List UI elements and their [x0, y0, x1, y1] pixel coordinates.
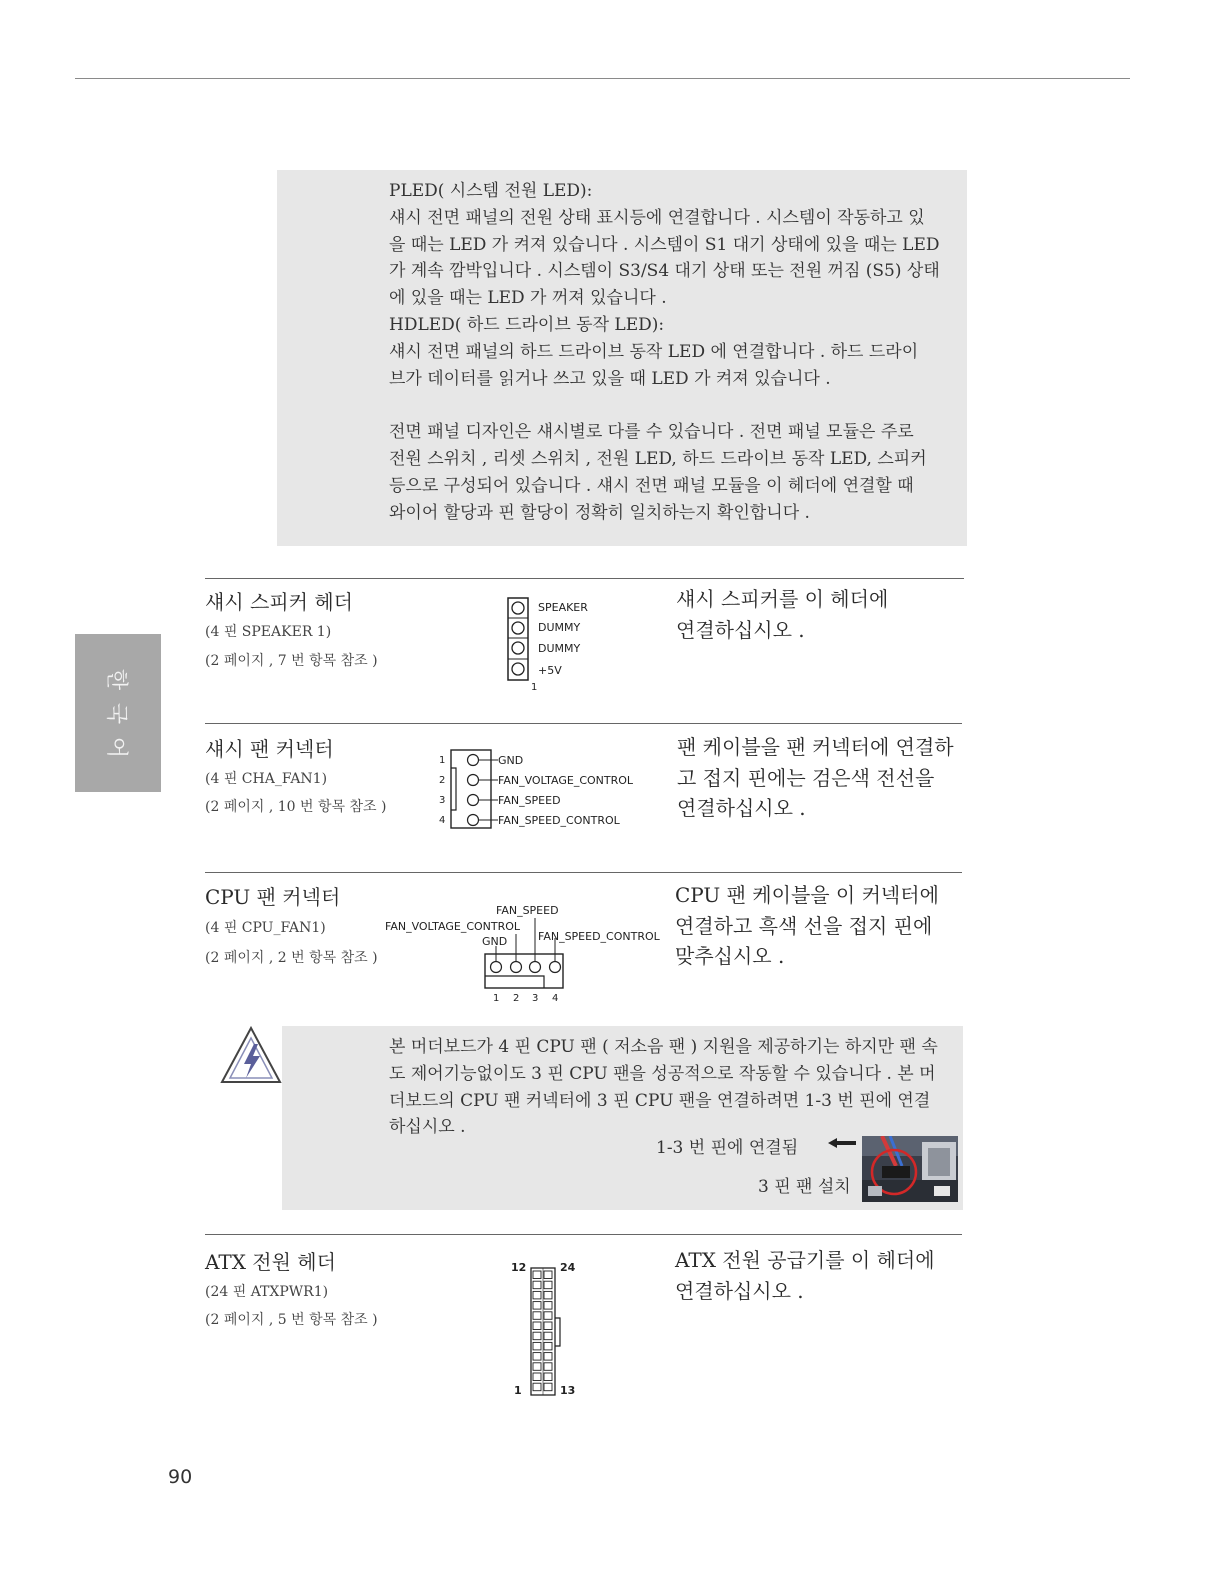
note-line: 가 계속 깜박입니다 . 시스템이 S3/S4 대기 상태 또는 전원 꺼짐 (S5) 상태	[389, 261, 940, 282]
atx-pin-cell	[533, 1271, 541, 1279]
atx-pin-12: 12	[511, 1261, 527, 1274]
atx-pin-1: 1	[514, 1384, 522, 1397]
speaker-pin-label: SPEAKER	[538, 601, 588, 614]
speaker-header-diagram	[505, 596, 531, 682]
side-tab-char: 한	[103, 668, 129, 691]
speaker-pin-one: 1	[531, 682, 538, 693]
atx-pin-cell	[544, 1312, 552, 1320]
atx-desc-line: ATX 전원 공급기를 이 헤더에	[675, 1248, 935, 1272]
atx-sub1: (24 핀 ATXPWR1)	[205, 1284, 329, 1300]
atx-pin-cell	[533, 1322, 541, 1330]
cpu-fan-label-gnd: GND	[482, 935, 508, 948]
atx-pin-cell	[533, 1312, 541, 1320]
atx-pin-cell	[544, 1302, 552, 1310]
warning-line: 도 제어기능없이도 3 핀 CPU 팬을 성공적으로 작동할 수 있습니다 . 본 머	[389, 1063, 936, 1084]
cpu-fan-desc-line: CPU 팬 케이블을 이 커넥터에	[675, 883, 939, 907]
cpu-fan-desc-line: 연결하고 흑색 선을 접지 핀에	[675, 913, 933, 938]
cpu-fan-label-voltage: FAN_VOLTAGE_CONTROL	[385, 920, 521, 933]
cha-fan-pin-number: 2	[439, 775, 446, 786]
top-rule	[75, 78, 1130, 79]
atx-pin-cell	[533, 1302, 541, 1310]
atx-description	[675, 1245, 935, 1306]
atx-pin-cell	[533, 1291, 541, 1299]
speaker-sub2: (2 페이지 , 7 번 항목 참조 )	[205, 653, 378, 669]
side-tab-char: 국	[103, 702, 129, 725]
warning-line: 하십시오 .	[389, 1117, 466, 1138]
install-fan-label: 3 핀 팬 설치	[758, 1177, 851, 1197]
cha-fan-description	[677, 732, 954, 824]
cha-fan-connector-diagram	[448, 748, 500, 830]
note-line: 섀시 전면 패널의 전원 상태 표시등에 연결합니다 . 시스템이 작동하고 있	[389, 207, 925, 228]
note-line: 에 있을 때는 LED 가 꺼져 있습니다 .	[389, 288, 667, 309]
warning-text	[389, 1034, 964, 1141]
atx-pin-cell	[533, 1373, 541, 1381]
warning-line: 본 머더보드가 4 핀 CPU 팬 ( 저소음 팬 ) 지원을 제공하기는 하지만 팬 속	[389, 1037, 938, 1057]
cpu-fan-title: CPU 팬 커넥터	[205, 885, 341, 909]
atx-title: ATX 전원 헤더	[205, 1250, 336, 1274]
atx-pin-cell	[544, 1353, 552, 1361]
atx-pin-cell	[533, 1363, 541, 1371]
atx-pin-cell	[544, 1271, 552, 1279]
cpu-fan-connector-diagram	[482, 914, 566, 992]
note-line: 브가 데이터를 읽거나 쓰고 있을 때 LED 가 켜져 있습니다 .	[389, 368, 831, 389]
speaker-desc-line: 섀시 스피커를 이 헤더에	[676, 587, 889, 611]
cpu-fan-pin-number: 3	[532, 993, 539, 1004]
atx-pin-cell	[533, 1383, 541, 1391]
warning-line: 더보드의 CPU 팬 커넥터에 3 핀 CPU 팬을 연결하려면 1-3 번 핀에 연결	[389, 1090, 931, 1111]
cpu-fan-pin-number: 4	[552, 993, 559, 1004]
atx-pin-cell	[544, 1383, 552, 1391]
cha-fan-sub1: (4 핀 CHA_FAN1)	[205, 771, 328, 787]
language-side-tab	[75, 634, 161, 792]
arrow-left-icon	[828, 1136, 858, 1150]
note-line: HDLED( 하드 드라이브 동작 LED):	[389, 314, 665, 335]
speaker-pin-label: DUMMY	[538, 621, 581, 634]
speaker-description	[676, 584, 888, 645]
cha-fan-title: 섀시 팬 커넥터	[205, 737, 334, 761]
atx-pin-cell	[544, 1291, 552, 1299]
cha-fan-pin-label: GND	[498, 754, 524, 767]
atx-pin-cell	[544, 1363, 552, 1371]
fan-install-photo	[862, 1136, 958, 1202]
atx-pin-cell	[533, 1342, 541, 1350]
speaker-title: 섀시 스피커 헤더	[205, 590, 353, 614]
cpu-fan-label-speed: FAN_SPEED	[496, 904, 559, 917]
cha-fan-pin-number: 1	[439, 755, 446, 766]
cha-fan-pin-label: FAN_SPEED	[498, 794, 561, 807]
cpu-fan-description	[675, 880, 939, 972]
speaker-sub1: (4 핀 SPEAKER 1)	[205, 624, 332, 640]
atx-pin-cell	[533, 1353, 541, 1361]
note-line: 등으로 구성되어 있습니다 . 섀시 전면 패널 모듈을 이 헤더에 연결할 때	[389, 475, 914, 496]
note-line: 와이어 할당과 핀 할당이 정확히 일치하는지 확인합니다 .	[389, 502, 810, 523]
atx-pin-cell	[544, 1373, 552, 1381]
atx-pin-24: 24	[560, 1261, 576, 1274]
section-rule	[205, 872, 962, 873]
note-text	[389, 178, 969, 527]
atx-pin-cell	[544, 1332, 552, 1340]
note-line: PLED( 시스템 전원 LED):	[389, 181, 593, 201]
atx-pin-cell	[533, 1332, 541, 1340]
atx-desc-line: 연결하십시오 .	[675, 1278, 804, 1303]
cpu-fan-sub1: (4 핀 CPU_FAN1)	[205, 920, 326, 936]
atx-power-connector-diagram	[529, 1266, 563, 1398]
cpu-fan-desc-line: 맞추십시오 .	[675, 944, 785, 968]
page-number: 90	[168, 1466, 193, 1488]
cpu-fan-sub2: (2 페이지 , 2 번 항목 참조 )	[205, 950, 378, 966]
connect-pins-label: 1-3 번 핀에 연결됨	[656, 1138, 799, 1158]
atx-pin-cell	[544, 1322, 552, 1330]
note-line: 전원 스위치 , 리셋 스위치 , 전원 LED, 하드 드라이브 동작 LED, 스피커	[389, 449, 927, 470]
section-rule	[205, 1234, 962, 1235]
section-rule	[205, 578, 964, 579]
section-rule	[205, 723, 962, 724]
cpu-fan-label-control: FAN_SPEED_CONTROL	[538, 930, 660, 943]
speaker-pin-label: +5V	[538, 664, 562, 677]
cha-fan-pin-label: FAN_SPEED_CONTROL	[498, 814, 620, 827]
note-line: 을 때는 LED 가 켜져 있습니다 . 시스템이 S1 대기 상태에 있을 때는 LED	[389, 234, 940, 255]
cha-fan-sub2: (2 페이지 , 10 번 항목 참조 )	[205, 799, 387, 815]
cpu-fan-pin-number: 1	[493, 993, 500, 1004]
atx-sub2: (2 페이지 , 5 번 항목 참조 )	[205, 1312, 378, 1328]
cha-fan-desc-line: 연결하십시오 .	[677, 796, 806, 820]
speaker-pin-label: DUMMY	[538, 642, 581, 655]
atx-pin-cell	[544, 1281, 552, 1289]
atx-pin-cell	[544, 1342, 552, 1350]
cha-fan-pin-number: 3	[439, 795, 446, 806]
cha-fan-desc-line: 고 접지 핀에는 검은색 전선을	[677, 765, 935, 790]
atx-pin-13: 13	[560, 1384, 576, 1397]
note-line: 전면 패널 디자인은 섀시별로 다를 수 있습니다 . 전면 패널 모듈은 주로	[389, 422, 914, 443]
cha-fan-desc-line: 팬 케이블을 팬 커넥터에 연결하	[677, 735, 954, 759]
cpu-fan-pin-number: 2	[513, 993, 520, 1004]
cha-fan-pin-label: FAN_VOLTAGE_CONTROL	[498, 774, 634, 787]
cha-fan-pin-number: 4	[439, 815, 446, 826]
atx-pin-cell	[533, 1281, 541, 1289]
side-tab-char: 어	[103, 736, 129, 759]
speaker-desc-line: 연결하십시오 .	[676, 617, 805, 642]
warning-icon	[218, 1024, 284, 1086]
note-line: 섀시 전면 패널의 하드 드라이브 동작 LED 에 연결합니다 . 하드 드라이	[389, 341, 919, 362]
